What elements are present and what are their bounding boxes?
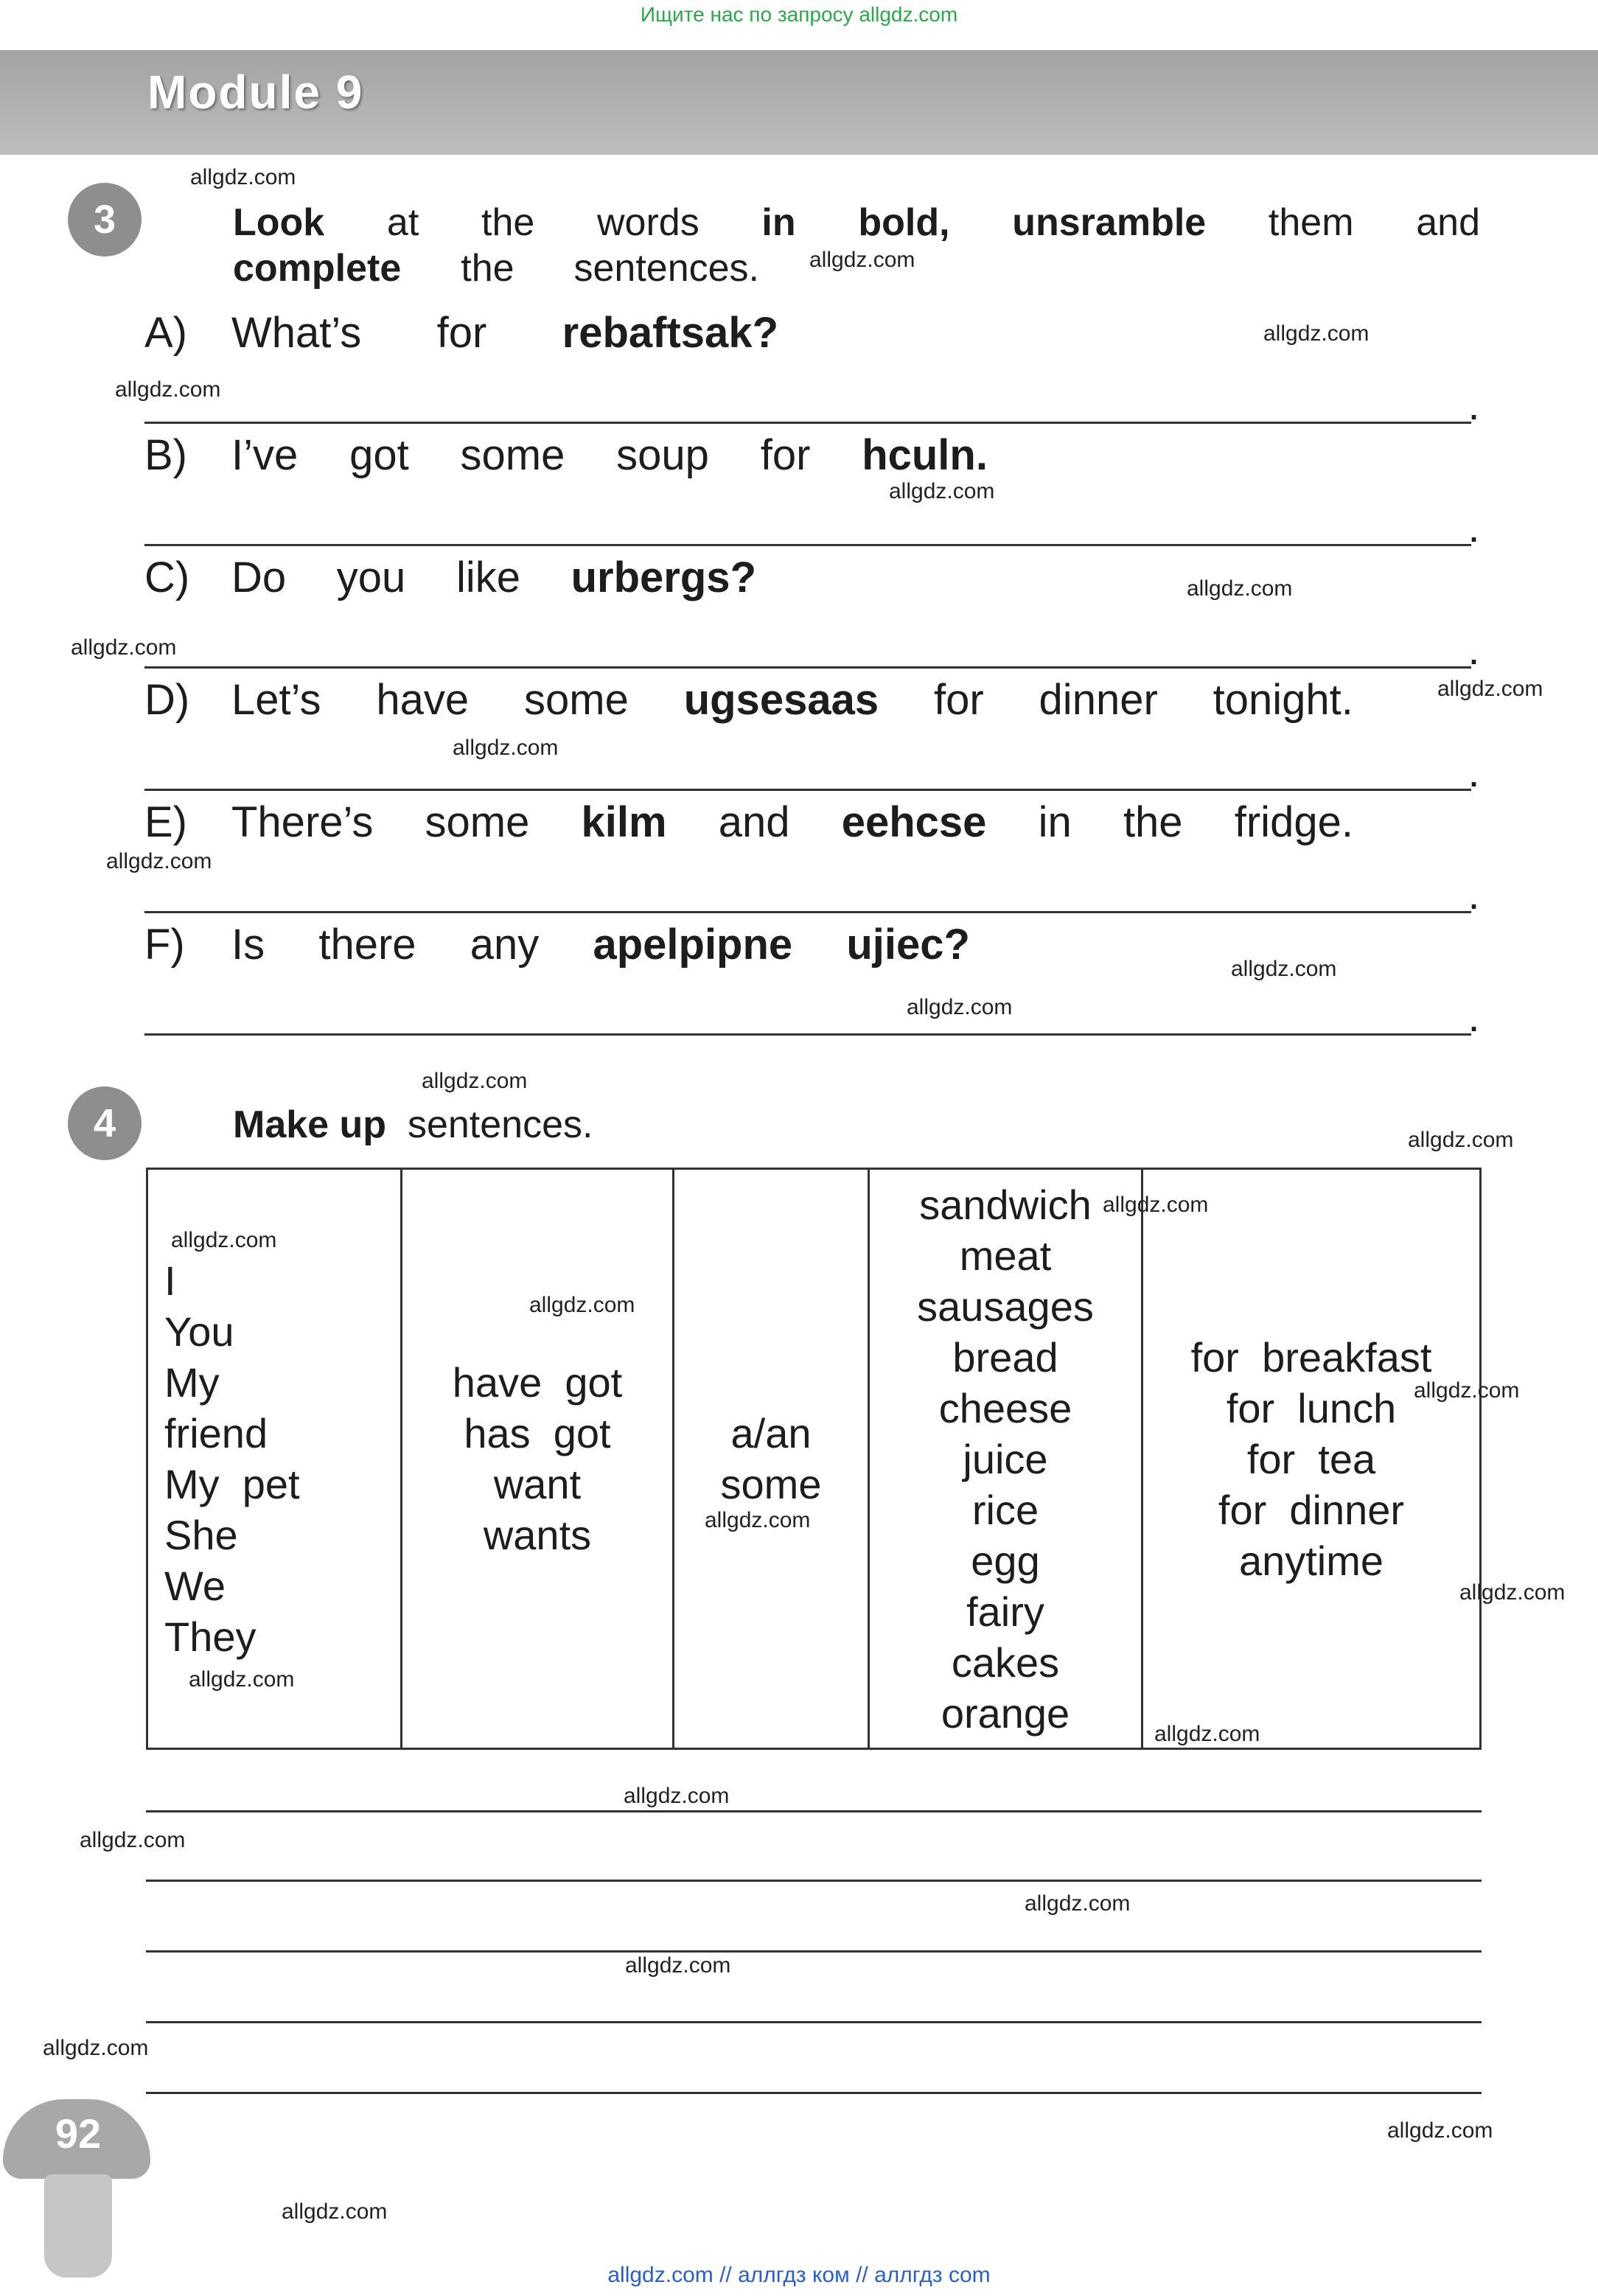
exercise-3-instruction-line1 [233,200,1480,245]
watermark: allgdz.com [171,1228,277,1252]
bottom-promo-text: allgdz.com // аллгдз ком // аллгдз com [607,2263,991,2287]
exercise-4-instruction [233,1103,593,1147]
instr-word: and [1416,201,1480,244]
task-a [144,308,778,357]
scrambled-word: hculn. [862,431,988,479]
task-word: got [349,431,409,479]
answer-line-f[interactable] [144,1033,1471,1036]
exercise-3-number: 3 [68,183,142,257]
answer-line-e[interactable] [144,911,1471,913]
watermark: allgdz.com [809,248,915,272]
watermark: allgdz.com [190,165,296,189]
food-cell: egg [971,1537,1040,1584]
line-end-dot: . [1470,638,1479,671]
task-word: have [376,676,470,724]
time-cell: for lunch [1226,1384,1397,1431]
task-word: for [760,431,811,479]
food-cell: fairy [966,1588,1044,1635]
answer-line-a[interactable] [144,422,1471,424]
task-word: What’s [231,309,362,357]
watermark: allgdz.com [1025,1891,1131,1916]
task-f [144,920,970,969]
task-c [144,553,756,602]
task-word: Let’s [231,676,321,724]
substitution-table [146,1168,1482,1750]
writing-line[interactable] [146,1880,1482,1882]
instr-word: words [597,201,699,244]
subject-cell: She [164,1512,238,1558]
subject-cell: friend [164,1410,268,1456]
task-word: Is [231,921,265,969]
watermark: allgdz.com [1408,1128,1514,1152]
subject-cell: We [164,1563,226,1609]
task-word: Do [231,554,287,601]
line-end-dot: . [1470,394,1479,426]
verbs-column [402,1169,674,1749]
scrambled-word: apelpipne [593,921,793,969]
line-end-dot: . [1470,883,1479,915]
task-word: There’s [231,798,374,846]
task-word: I’ve [231,431,299,479]
mushroom-stem [44,2174,112,2278]
instr-word: sentences. [573,247,759,290]
task-letter: D) [144,676,190,724]
writing-line[interactable] [146,2092,1482,2094]
food-cell: meat [959,1232,1052,1279]
line-end-dot: . [1470,1005,1479,1038]
task-word: and [718,798,790,846]
watermark: allgdz.com [624,1784,730,1808]
line-end-dot: . [1470,516,1479,548]
task-word: some [460,431,565,479]
watermark: allgdz.com [115,377,221,402]
watermark: allgdz.com [422,1069,528,1093]
watermark: allgdz.com [71,635,177,660]
task-word: for [436,309,487,357]
watermark: allgdz.com [282,2199,388,2224]
watermark: allgdz.com [1387,2118,1493,2143]
food-cell: rice [971,1486,1039,1533]
task-letter: E) [144,798,187,846]
articles-column [674,1169,869,1749]
subject-cell: My [164,1359,220,1406]
watermark: allgdz.com [1263,321,1370,346]
task-d [144,675,1353,725]
task-word: you [336,554,406,601]
instr-word: Look [233,201,325,244]
task-letter: C) [144,554,190,601]
verb-cell: have got [452,1359,623,1406]
instr-word: at [386,201,419,244]
food-cell: juice [963,1435,1048,1482]
verb-cell: wants [483,1512,592,1558]
writing-line[interactable] [146,1810,1482,1812]
subject-cell: You [164,1308,234,1355]
article-cell: a/an [730,1410,812,1456]
task-word: soup [616,431,709,479]
verb-cell: want [493,1461,582,1507]
task-b [144,430,988,480]
verb-cell: has got [464,1410,611,1456]
instr-word: bold, [858,201,950,244]
answer-line-c[interactable] [144,666,1471,669]
instr-word: in [761,201,796,244]
writing-line[interactable] [146,1950,1482,1953]
watermark: allgdz.com [453,736,559,760]
watermark: allgdz.com [80,1828,186,1852]
task-word: some [425,798,530,846]
watermark: allgdz.com [1154,1722,1260,1746]
watermark: allgdz.com [189,1667,295,1692]
food-cell: bread [952,1333,1058,1381]
time-cell: for breakfast [1190,1333,1432,1381]
scrambled-word: eehcse [841,798,987,846]
task-e [144,798,1353,847]
time-cell: for dinner [1218,1486,1405,1533]
food-cell: sandwich [919,1181,1092,1228]
writing-line[interactable] [146,2021,1482,2023]
top-promo-text: Ищите нас по запросу allgdz.com [640,3,958,26]
watermark: allgdz.com [529,1293,635,1317]
instr-word: complete [233,247,402,290]
task-word: some [524,676,629,724]
instr-rest: sentences. [407,1103,593,1146]
scrambled-word: ujiec? [846,921,970,969]
foods-column [869,1169,1142,1749]
watermark: allgdz.com [1414,1378,1520,1403]
module-title: Module 9 [147,66,364,119]
watermark: allgdz.com [43,2036,149,2060]
time-cell: anytime [1238,1537,1384,1584]
task-letter: B) [144,431,187,479]
task-word: like [456,554,520,601]
task-word: in [1038,798,1072,846]
scrambled-word: ugsesaas [683,676,879,724]
subjects-column [147,1169,402,1749]
food-cell: sausages [917,1283,1094,1330]
watermark: allgdz.com [1459,1580,1566,1605]
answer-line-b[interactable] [144,544,1471,546]
instr-word: them [1268,201,1354,244]
food-cell: orange [941,1689,1070,1737]
watermark: allgdz.com [1437,677,1543,701]
watermark: allgdz.com [705,1508,811,1532]
task-word: there [318,921,416,969]
watermark: allgdz.com [1187,576,1293,601]
watermark: allgdz.com [625,1953,731,1978]
task-word: tonight. [1213,676,1353,724]
task-letter: A) [144,309,187,357]
watermark: allgdz.com [889,479,995,503]
subject-cell: My pet [164,1461,300,1507]
task-word: fridge. [1234,798,1353,846]
exercise-4-number: 4 [68,1086,142,1160]
task-word: any [470,921,540,969]
scrambled-word: urbergs? [571,554,756,601]
instr-word: unsramble [1012,201,1207,244]
watermark: allgdz.com [1231,957,1337,981]
exercise-3-instruction-line2 [233,246,759,290]
scrambled-word: kilm [581,798,667,846]
instr-word: the [481,201,535,244]
task-word: for [933,676,984,724]
time-cell: for tea [1246,1435,1376,1482]
scrambled-word: rebaftsak? [562,309,778,357]
answer-line-d[interactable] [144,789,1471,791]
page-number: 92 [55,2110,102,2157]
task-word: dinner [1039,676,1158,724]
food-cell: cakes [951,1639,1060,1686]
task-word: the [1123,798,1183,846]
food-cell: cheese [938,1384,1072,1431]
watermark: allgdz.com [106,849,212,873]
watermark: allgdz.com [1103,1193,1209,1217]
instr-word: the [461,247,514,290]
article-cell: some [720,1461,822,1507]
task-letter: F) [144,921,185,969]
instr-bold: Make up [233,1103,387,1146]
subject-cell: I [164,1257,176,1304]
line-end-dot: . [1470,761,1479,793]
subject-cell: They [164,1613,257,1660]
watermark: allgdz.com [907,995,1013,1019]
times-column [1142,1169,1481,1749]
